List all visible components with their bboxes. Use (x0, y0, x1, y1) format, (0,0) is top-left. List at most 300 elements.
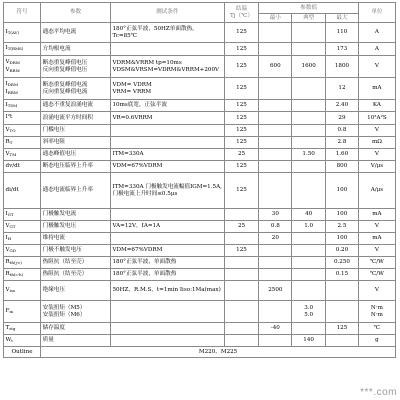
parameter-cell-text: 方均根电流 (42, 45, 71, 52)
condition-cell-text: 180°正弦半波，50HZ单面散热，Tc=85℃ (112, 26, 198, 39)
condition-cell-text: ITM=330A 门极触发电流幅值IGM=1.5A,门极电流上升时间≤0.5μs (112, 184, 222, 197)
typ-cell (292, 23, 326, 43)
condition-cell (110, 125, 224, 137)
max-cell (326, 125, 359, 137)
header-tj (224, 3, 259, 23)
parameter-cell (41, 112, 111, 125)
unit-cell-text: mA (372, 85, 382, 92)
symbol-cell (4, 149, 41, 161)
symbol-text (6, 114, 39, 121)
unit-cell-text: V (374, 63, 379, 70)
typ-cell-text: 1.50 (302, 151, 315, 158)
tj-cell-text: 25 (237, 151, 246, 158)
max-cell-text: 0.8 (337, 127, 347, 134)
symbol-subscript: stg (9, 325, 16, 331)
table-row (4, 281, 396, 301)
max-cell-text: 2.5 (337, 223, 347, 230)
unit-cell-text-2: N·m (370, 311, 383, 318)
parameter-cell-text: 断态电压临界上升率 (42, 163, 93, 170)
max-cell-text: 29 (338, 114, 346, 121)
condition-cell (110, 112, 224, 125)
header-value: 参数值 (259, 3, 358, 14)
unit-cell (358, 233, 395, 245)
tj-cell (224, 257, 259, 269)
tj-cell-text: 125 (236, 45, 247, 52)
tj-cell (224, 323, 259, 335)
header-unit: 单位 (358, 3, 395, 23)
typ-cell (292, 56, 326, 78)
symbol-cell (4, 221, 41, 233)
tj-cell (224, 43, 259, 56)
symbol-cell (4, 56, 41, 78)
unit-cell-text: KA (372, 102, 381, 109)
symbol-cell (4, 245, 41, 257)
symbol-text (6, 102, 39, 109)
min-cell (259, 112, 292, 125)
parameter-cell-text: 斜率电阻 (42, 139, 65, 146)
table-row (4, 257, 396, 269)
parameter-cell-text: 通态不重复浪涌电流 (42, 102, 93, 109)
tj-cell (224, 137, 259, 149)
tj-cell (224, 100, 259, 112)
min-cell-text: 2500 (268, 287, 283, 294)
condition-cell-text: 10ms底宽，正弦半波 (112, 102, 167, 109)
spec-table (3, 2, 396, 358)
table-row (4, 335, 396, 347)
parameter-cell (41, 137, 111, 149)
max-cell (326, 173, 359, 209)
symbol-cell (4, 100, 41, 112)
typ-cell (292, 78, 326, 100)
max-cell-text: 125 (336, 325, 348, 332)
symbol-main: V (5, 222, 10, 229)
max-cell (326, 100, 359, 112)
tj-cell (224, 161, 259, 173)
symbol-subscript: T(AV) (7, 29, 20, 35)
max-cell (326, 221, 359, 233)
condition-cell (110, 221, 224, 233)
max-cell (326, 43, 359, 56)
symbol-text (6, 259, 39, 266)
symbol-main: V (5, 286, 10, 293)
unit-cell-text: V (374, 247, 379, 254)
unit-cell-text: ℃/W (369, 271, 384, 278)
condition-cell (110, 78, 224, 100)
min-cell (259, 209, 292, 221)
parameter-cell-text: 绝缘电压 (42, 287, 65, 294)
symbol-cell (4, 209, 41, 221)
tj-cell (224, 56, 259, 78)
unit-cell (358, 125, 395, 137)
parameter-cell (41, 257, 111, 269)
table-row (4, 23, 396, 43)
parameter-cell (41, 323, 111, 335)
parameter-cell (41, 56, 111, 78)
parameter-cell (41, 209, 111, 221)
min-cell (259, 100, 292, 112)
typ-cell (292, 137, 326, 149)
tj-cell-text: 125 (236, 85, 247, 92)
symbol-cell (4, 281, 41, 301)
parameter-cell (41, 269, 111, 281)
parameter-cell (41, 125, 111, 137)
symbol-cell (4, 161, 41, 173)
tj-cell (224, 301, 259, 323)
condition-cell (110, 173, 224, 209)
max-cell (326, 56, 359, 78)
min-cell-text: 20 (271, 235, 279, 242)
tj-cell (224, 149, 259, 161)
min-cell-text: 0.8 (270, 223, 280, 230)
header-tj-label: 结温 (235, 6, 248, 13)
symbol-cell (4, 301, 41, 323)
symbol-text (6, 151, 39, 158)
tj-cell (224, 78, 259, 100)
typ-cell (292, 173, 326, 209)
min-cell (259, 43, 292, 56)
max-cell-text: 100 (336, 235, 348, 242)
condition-cell (110, 245, 224, 257)
unit-cell (358, 173, 395, 209)
typ-cell (292, 209, 326, 221)
symbol-cell (4, 335, 41, 347)
symbol-text (6, 163, 39, 170)
unit-cell-text: A (374, 45, 379, 52)
parameter-cell-text: 门极触发电流 (42, 211, 77, 218)
symbol-main: V (5, 150, 10, 157)
min-cell (259, 149, 292, 161)
unit-cell (358, 209, 395, 221)
parameter-cell-text: 通态平均电流 (42, 29, 77, 36)
min-cell (259, 233, 292, 245)
symbol-subscript: th(j-c) (9, 259, 22, 265)
min-cell-text: 30 (271, 211, 279, 218)
min-cell (259, 125, 292, 137)
tj-cell-text: 125 (236, 127, 247, 134)
max-cell-text: 100 (336, 187, 348, 194)
symbol-subscript: T (9, 139, 13, 145)
parameter-cell-text: 通态峰值电压 (42, 151, 77, 158)
tj-cell-text: 125 (236, 29, 247, 36)
parameter-cell-text: 安装扭矩（M5） (42, 305, 86, 312)
header-min: 最小 (259, 14, 292, 23)
unit-cell-text: mA (372, 211, 382, 218)
condition-cell-text: VDM=67%VDRM (112, 247, 163, 254)
max-cell (326, 149, 359, 161)
symbol-cell (4, 23, 41, 43)
tj-cell (224, 112, 259, 125)
unit-cell (358, 137, 395, 149)
parameter-cell (41, 43, 111, 56)
unit-cell (358, 43, 395, 56)
table-row (4, 301, 396, 323)
condition-cell-text: VA=12V，IA=1A (112, 223, 161, 230)
condition-cell-text: 180°正弦半波，单面散热 (112, 259, 177, 266)
min-cell (259, 301, 292, 323)
min-cell (259, 281, 292, 301)
tj-cell (224, 209, 259, 221)
parameter-cell (41, 100, 111, 112)
parameter-cell-text: 热阻抗（结至壳） (42, 271, 88, 278)
unit-cell-text: V (374, 127, 379, 134)
condition-cell (110, 323, 224, 335)
symbol-text (6, 271, 39, 278)
condition-cell (110, 149, 224, 161)
condition-cell-text: 180°正弦半波，单面散热 (112, 271, 177, 278)
table-row (4, 233, 396, 245)
unit-cell (358, 23, 395, 43)
typ-cell-text: 3.0 (304, 305, 314, 312)
table-row (4, 125, 396, 137)
table-row (4, 245, 396, 257)
min-cell (259, 161, 292, 173)
typ-cell-text: 1600 (301, 63, 316, 70)
max-cell-text: 0.15 (335, 271, 349, 278)
max-cell (326, 323, 359, 335)
parameter-cell-text: 断态重复峰值电压 (42, 60, 88, 67)
symbol-text (6, 81, 39, 88)
unit-cell (358, 281, 395, 301)
parameter-cell-text-2: 反向重复峰值电压 (42, 66, 88, 73)
unit-cell-text: g (375, 337, 379, 344)
unit-cell-text: V (374, 151, 379, 158)
unit-cell-text: 10³A²S (367, 114, 387, 121)
table-row (4, 112, 396, 125)
condition-cell-text: VDM=67%VDRM (112, 163, 163, 170)
typ-cell (292, 335, 326, 347)
table-row (4, 323, 396, 335)
unit-cell (358, 323, 395, 335)
condition-cell (110, 137, 224, 149)
max-cell-text: 2.40 (335, 102, 349, 109)
symbol-subscript: DRM (9, 60, 20, 66)
table-row (4, 161, 396, 173)
symbol-cell (4, 233, 41, 245)
symbol-main: I (5, 234, 8, 241)
parameter-cell-text: 门槛电压 (42, 127, 65, 134)
max-cell (326, 335, 359, 347)
max-cell (326, 269, 359, 281)
condition-cell (110, 281, 224, 301)
typ-cell (292, 245, 326, 257)
table-row (4, 221, 396, 233)
parameter-cell (41, 149, 111, 161)
symbol-subscript: GD (9, 247, 16, 253)
max-cell-text: 110 (336, 29, 348, 36)
symbol-main: I (5, 210, 8, 217)
table-row (4, 209, 396, 221)
typ-cell (292, 161, 326, 173)
symbol-text (6, 67, 39, 74)
symbol-subscript: TO (9, 127, 16, 133)
typ-cell-text: 40 (305, 211, 313, 218)
symbol-main: R (5, 138, 10, 145)
condition-cell-text-2: VRM= VRRM (112, 88, 152, 95)
tj-cell (224, 23, 259, 43)
typ-cell-text: 140 (303, 337, 314, 344)
parameter-cell (41, 221, 111, 233)
parameter-cell-text: 门极触发电压 (42, 223, 77, 230)
max-cell (326, 301, 359, 323)
symbol-main: R (5, 258, 10, 265)
condition-cell (110, 161, 224, 173)
typ-cell-text: 1.0 (304, 223, 314, 230)
table-row (4, 43, 396, 56)
tj-cell-text: 125 (236, 163, 247, 170)
min-cell-text: 600 (270, 63, 281, 70)
symbol-subscript: th(c-h) (9, 271, 24, 277)
typ-cell (292, 43, 326, 56)
unit-cell-text: ℃/W (369, 259, 384, 266)
tj-cell (224, 335, 259, 347)
condition-cell (110, 233, 224, 245)
header-tj-unit: Tj（℃） (230, 12, 253, 19)
symbol-cell (4, 112, 41, 125)
max-cell (326, 233, 359, 245)
typ-cell (292, 323, 326, 335)
parameter-cell (41, 173, 111, 209)
parameter-cell-text: 门极不触发电压 (42, 247, 82, 254)
symbol-subscript: GT (7, 211, 14, 217)
symbol-subscript: iso (9, 287, 16, 293)
symbol-text (6, 187, 39, 194)
max-cell-text: 800 (336, 163, 348, 170)
unit-cell (358, 301, 395, 323)
tj-cell (224, 281, 259, 301)
condition-cell (110, 56, 224, 78)
max-cell-text: 1.60 (335, 151, 349, 158)
parameter-cell-text-2: 反向重复峰值电流 (42, 88, 88, 95)
tj-cell (224, 221, 259, 233)
symbol-main: I (5, 81, 8, 88)
min-cell (259, 221, 292, 233)
table-row (4, 173, 396, 209)
min-cell (259, 137, 292, 149)
unit-cell (358, 161, 395, 173)
parameter-cell (41, 245, 111, 257)
min-cell (259, 257, 292, 269)
tj-cell-text: 125 (236, 114, 247, 121)
parameter-cell-text: 通态电流临界上升率 (42, 187, 93, 194)
max-cell (326, 257, 359, 269)
condition-cell (110, 257, 224, 269)
parameter-cell-text: 热阻抗（结至壳） (42, 259, 88, 266)
unit-cell (358, 269, 395, 281)
parameter-cell (41, 281, 111, 301)
symbol-subscript: H (7, 235, 12, 241)
unit-cell (358, 149, 395, 161)
symbol-text (6, 139, 39, 146)
parameter-cell-text: 浪涌电流平方时间积 (42, 114, 93, 121)
max-cell-text: 2.8 (337, 139, 347, 146)
min-cell (259, 335, 292, 347)
max-cell (326, 78, 359, 100)
symbol-main: V (5, 126, 10, 133)
symbol-main: I (5, 101, 8, 108)
symbol-subscript: RRM (7, 89, 18, 95)
symbol-subscript: m (9, 308, 14, 314)
symbol-main: I (5, 88, 8, 95)
parameter-cell (41, 335, 111, 347)
parameter-cell-text: 断态重复峰值电流 (42, 82, 88, 89)
parameter-cell (41, 78, 111, 100)
parameter-cell-text: 质量 (42, 337, 54, 344)
condition-cell-text: 50HZ，R.M.S，t=1min Iiso:1Ma(max) (112, 287, 221, 294)
parameter-cell (41, 23, 111, 43)
symbol-cell (4, 257, 41, 269)
tj-cell-text: 125 (236, 247, 247, 254)
unit-cell-text: V/μs (370, 163, 384, 170)
symbol-text (6, 247, 39, 254)
unit-cell-text: A (374, 29, 379, 36)
condition-cell (110, 301, 224, 323)
unit-cell-text: V (374, 287, 379, 294)
symbol-main: V (5, 59, 10, 66)
max-cell (326, 161, 359, 173)
symbol-text (6, 337, 39, 344)
symbol-cell (4, 173, 41, 209)
symbol-text (6, 45, 39, 52)
unit-cell (358, 112, 395, 125)
symbol-main: I²t (5, 114, 13, 121)
typ-cell (292, 233, 326, 245)
typ-cell (292, 100, 326, 112)
symbol-text (6, 308, 39, 315)
tj-cell (224, 269, 259, 281)
symbol-cell (4, 125, 41, 137)
unit-cell (358, 257, 395, 269)
symbol-cell (4, 137, 41, 149)
tj-cell-text: 25 (237, 223, 246, 230)
tj-cell-text: 125 (236, 102, 247, 109)
symbol-subscript: RRM (9, 67, 20, 73)
unit-cell (358, 335, 395, 347)
tj-cell-text: 125 (236, 139, 247, 146)
typ-cell (292, 301, 326, 323)
unit-cell-text: N·m (370, 305, 383, 312)
max-cell (326, 112, 359, 125)
header-typ: 典型 (292, 14, 326, 23)
header-max: 最大 (326, 14, 359, 23)
condition-cell (110, 23, 224, 43)
symbol-subscript: TM (9, 151, 17, 157)
symbol-main: T (5, 324, 10, 331)
typ-cell (292, 221, 326, 233)
symbol-cell (4, 43, 41, 56)
symbol-main: W (5, 336, 12, 343)
symbol-main: V (5, 66, 10, 73)
max-cell-text: 173 (336, 45, 348, 52)
condition-cell-text: VDRM&VRRM tp=10ms (112, 60, 182, 67)
tj-cell (224, 125, 259, 137)
symbol-main: V (5, 246, 10, 253)
header-row (4, 3, 396, 14)
parameter-cell-text: 维持电流 (42, 235, 65, 242)
symbol-text (6, 89, 39, 96)
max-cell (326, 281, 359, 301)
parameter-cell (41, 161, 111, 173)
outline-value: M220、M225 (41, 347, 396, 358)
condition-cell (110, 209, 224, 221)
tj-cell (224, 245, 259, 257)
symbol-main: I (5, 28, 8, 35)
min-cell-text: -40 (270, 325, 280, 332)
typ-cell (292, 112, 326, 125)
outline-label: Outline (4, 347, 41, 358)
condition-cell (110, 100, 224, 112)
symbol-subscript: T(RMS) (7, 46, 24, 52)
max-cell (326, 137, 359, 149)
